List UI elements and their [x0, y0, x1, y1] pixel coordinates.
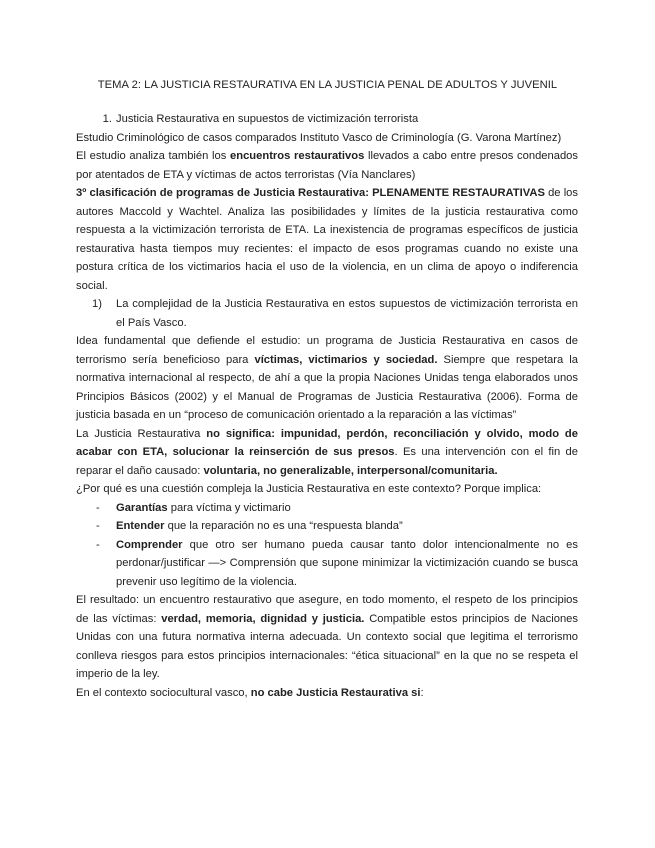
section-2-number: 1) — [92, 298, 102, 310]
section-2-heading-text: La complejidad de la Justicia Restaurativa en estos supuestos de victimización terrorista en el País Vasco. — [116, 298, 578, 329]
bullet-list — [76, 499, 578, 592]
paragraph: 3º clasificación de programas de Justicia Restaurativa: PLENAMENTE RESTAURATIVAS de los autores Maccold y Wachtel. Analiza las posibilidades y límites de la justicia restaurativa como respuesta a la victimización terrorista de ETA. La inexistencia de programas específicos de justicia restaurativa hasta tiempos muy recientes: el impacto de esos programas cuando no existe una postura crítica de los victimarios hacia el uso de la violencia, en un clima de apoyo o indiferencia social. — [76, 187, 578, 292]
dash-bullet: - — [96, 520, 100, 532]
list-item: - Comprender que otro ser humano pueda causar tanto dolor intencionalmente no es perdonar/justificar —> Comprensión que supone minimizar la victimización cuando se busca prevenir uso legítimo de la violencia. — [76, 536, 578, 592]
section-1-number: 1. — [102, 113, 112, 125]
document-body — [76, 110, 578, 702]
section-1-heading — [76, 110, 578, 129]
list-item: - Entender que la reparación no es una “respuesta blanda” — [76, 517, 578, 536]
paragraph: ¿Por qué es una cuestión compleja la Justicia Restaurativa en este contexto? Porque implica: — [76, 483, 542, 495]
paragraph: Estudio Criminológico de casos comparados Instituto Vasco de Criminología (G. Varona Martínez) — [76, 131, 562, 144]
dash-bullet: - — [96, 501, 100, 514]
paragraph: El estudio analiza también los encuentros restaurativos llevados a cabo entre presos condenados por atentados de ETA y víctimas de actos terroristas (Vía Nanclares) — [76, 150, 578, 181]
document-title: TEMA 2: LA JUSTICIA RESTAURATIVA EN LA JUSTICIA PENAL DE ADULTOS Y JUVENIL — [97, 79, 558, 91]
dash-bullet: - — [96, 538, 100, 551]
section-1-heading-text: Justicia Restaurativa en supuestos de victimización terrorista — [116, 113, 419, 125]
paragraph: La Justicia Restaurativa no significa: impunidad, perdón, reconciliación y olvido, modo de acabar con ETA, solucionar la reinserción de sus presos. Es una intervención con el fin de reparar el daño causado: voluntaria, no generalizable, interpersonal/comunitaria. — [76, 427, 578, 477]
paragraph: El resultado: un encuentro restaurativo que asegure, en todo momento, el respeto de los principios de las víctimas: verdad, memoria, dignidad y justicia. Compatible estos principios de Naciones Unidas con una futura normativa interna adecuada. Un contexto social que legitima el terrorismo conlleva riesgos para estos principios internacionales: “ética situacional” en la que no se respeta el imperio de la ley. — [76, 594, 578, 680]
section-2-heading — [76, 295, 578, 332]
paragraph: Idea fundamental que defiende el estudio: un programa de Justicia Restaurativa en casos de terrorismo sería beneficioso para víctimas, victimarios y sociedad. Siempre que respetara la normativa internacional al respecto, de ahí a que la propia Naciones Unidas tenga elaborados unos Principios Básicos (2002) y el Manual de Programas de Justicia Restaurativa (2006). Forma de justicia basada en un “proceso de comunicación orientado a la reparación a las víctimas” — [76, 335, 578, 421]
list-item: - Garantías para víctima y victimario — [76, 499, 578, 518]
paragraph: En el contexto sociocultural vasco, no cabe Justicia Restaurativa si: — [76, 686, 424, 699]
